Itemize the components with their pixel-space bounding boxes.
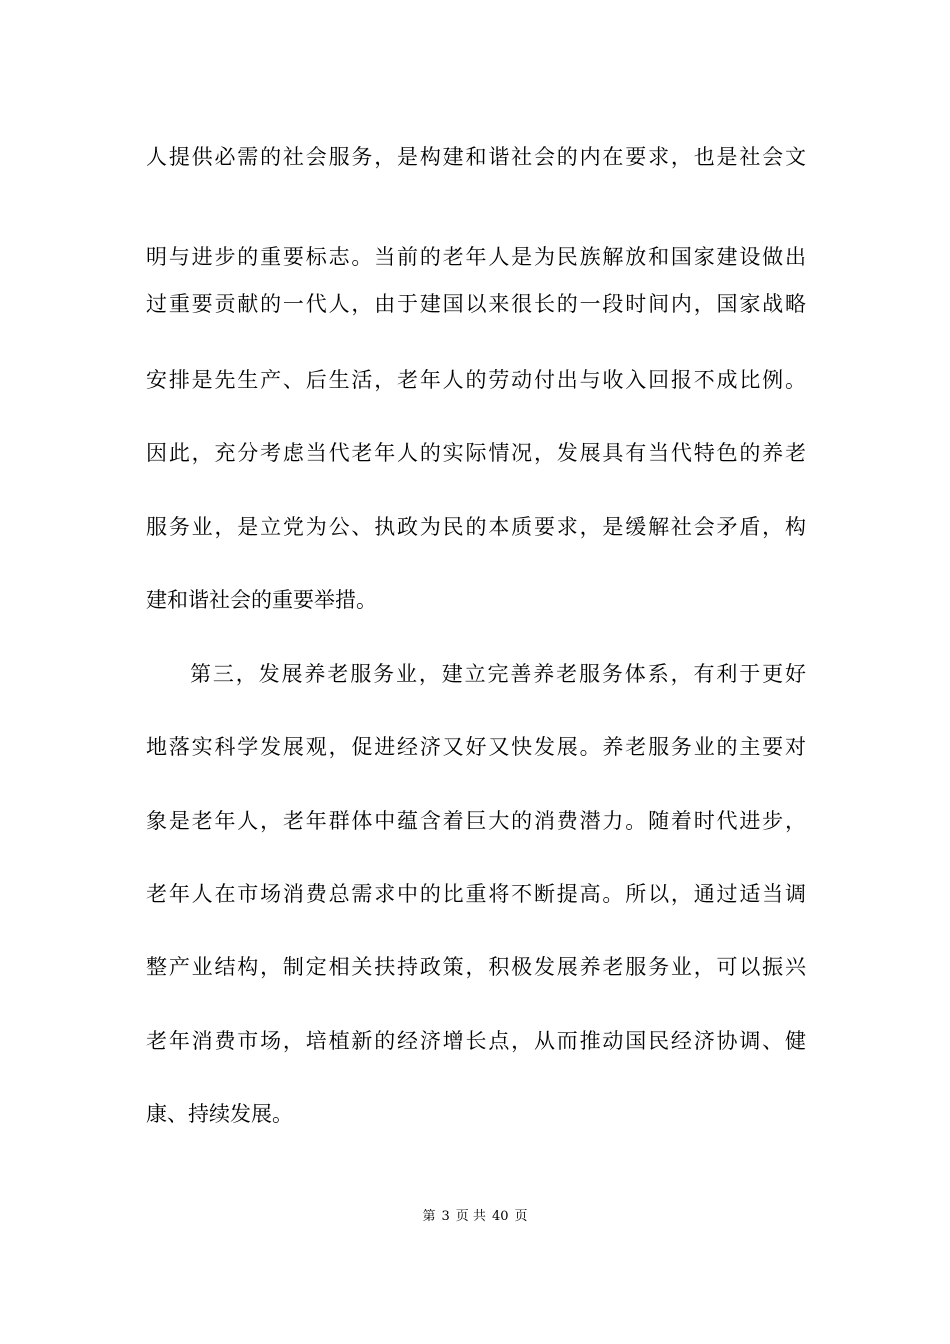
page-number-footer: [0, 1208, 950, 1226]
current-page-number: 3: [441, 1209, 450, 1224]
paragraph-line: 老年人在市场消费总需求中的比重将不断提高。所以，通过适当调: [146, 882, 806, 906]
paragraph-line: 象是老年人，老年群体中蕴含着巨大的消费潜力。随着时代进步，: [146, 809, 806, 833]
paragraph-line: 整产业结构，制定相关扶持政策，积极发展养老服务业，可以振兴: [146, 955, 806, 979]
paragraph-line: 明与进步的重要标志。当前的老年人是为民族解放和国家建设做出: [146, 245, 806, 269]
paragraph-line: 地落实科学发展观，促进经济又好又快发展。养老服务业的主要对: [146, 735, 806, 759]
total-pages-number: 40: [491, 1209, 509, 1224]
page-label-prefix: 第: [422, 1209, 436, 1224]
page-label-mid: 页 共: [455, 1209, 486, 1224]
paragraph-line: 建和谐社会的重要举措。: [146, 588, 377, 612]
paragraph-line: 第三，发展养老服务业，建立完善养老服务体系，有利于更好: [190, 662, 806, 686]
paragraph-line: 因此，充分考虑当代老年人的实际情况，发展具有当代特色的养老: [146, 441, 806, 465]
paragraph-line: 老年消费市场，培植新的经济增长点，从而推动国民经济协调、健: [146, 1029, 806, 1053]
paragraph-line: 过重要贡献的一代人，由于建国以来很长的一段时间内，国家战略: [146, 292, 806, 316]
paragraph-line: 康、持续发展。: [146, 1102, 293, 1126]
paragraph-line: 服务业，是立党为公、执政为民的本质要求，是缓解社会矛盾，构: [146, 515, 806, 539]
paragraph-line: 人提供必需的社会服务，是构建和谐社会的内在要求，也是社会文: [146, 145, 806, 169]
page-label-suffix: 页: [514, 1209, 528, 1224]
paragraph-line: 安排是先生产、后生活，老年人的劳动付出与收入回报不成比例。: [146, 368, 806, 392]
